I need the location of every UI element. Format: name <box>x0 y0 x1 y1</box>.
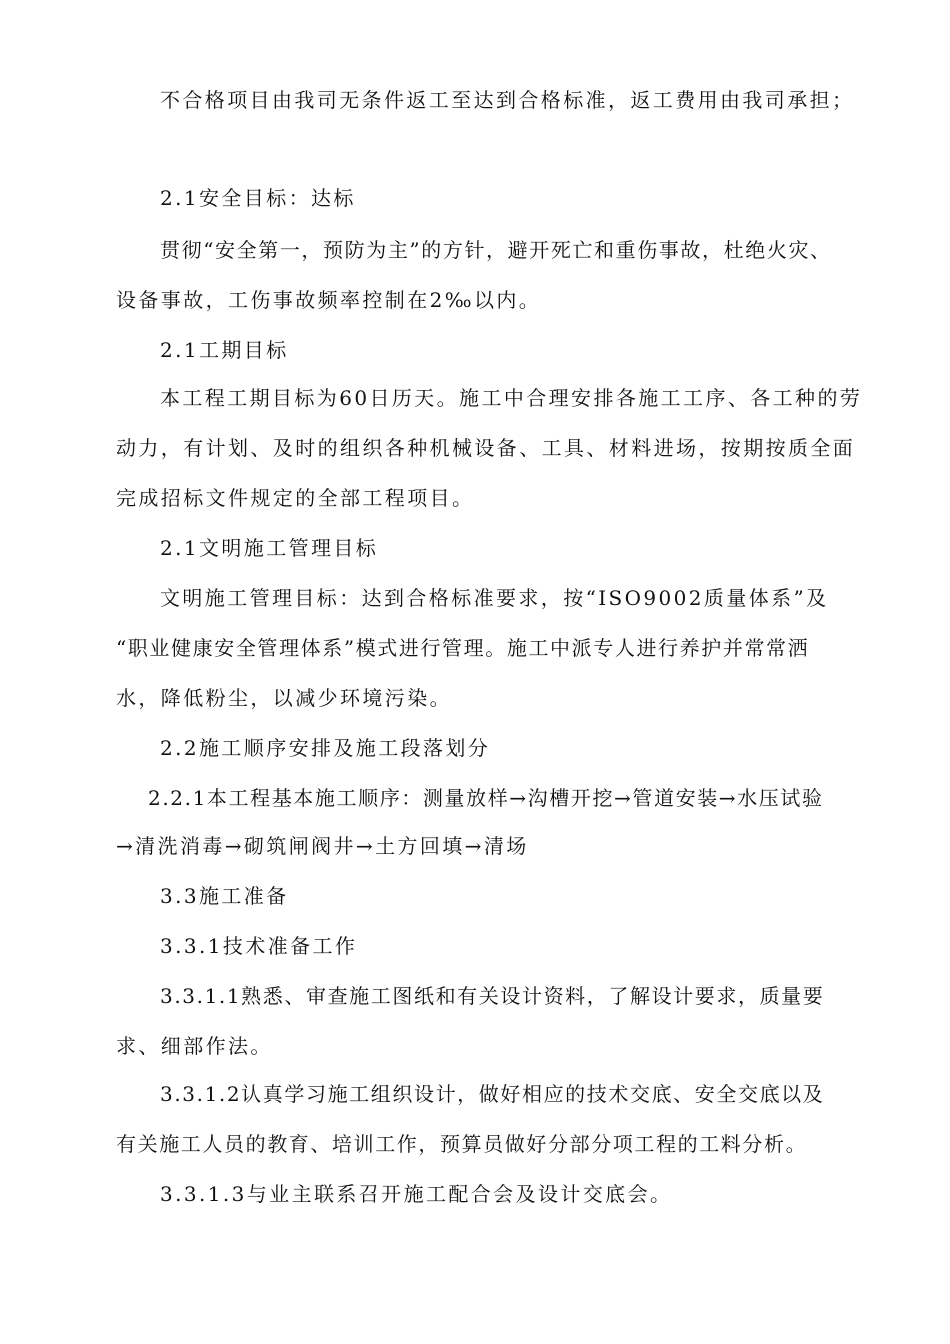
section-heading-construction-sequence: 2.2施工顺序安排及施工段落划分 <box>160 736 491 760</box>
paragraph-line: →清洗消毒→砌筑闸阀井→土方回填→清场 <box>116 834 529 858</box>
section-heading-technical-preparation: 3.3.1技术准备工作 <box>160 934 358 958</box>
section-heading-schedule-goal: 2.1工期目标 <box>160 338 289 362</box>
section-heading-civilized-construction-goal: 2.1文明施工管理目标 <box>160 536 379 560</box>
paragraph-line: 2.2.1本工程基本施工顺序：测量放样→沟槽开挖→管道安装→水压试验 <box>148 786 824 810</box>
paragraph-line: 3.3.1.2认真学习施工组织设计，做好相应的技术交底、安全交底以及 <box>160 1082 825 1106</box>
paragraph-line: 有关施工人员的教育、培训工作，预算员做好分部分项工程的工料分析。 <box>116 1132 808 1156</box>
paragraph-line: 贯彻“安全第一，预防为主”的方针，避开死亡和重伤事故，杜绝火灾、 <box>160 238 832 262</box>
paragraph-line: 设备事故，工伤事故频率控制在2‰以内。 <box>116 288 542 312</box>
paragraph-line: “职业健康安全管理体系”模式进行管理。施工中派专人进行养护并常常洒 <box>116 636 810 660</box>
paragraph-line: 水，降低粉尘，以减少环境污染。 <box>116 686 452 710</box>
paragraph-line: 不合格项目由我司无条件返工至达到合格标准，返工费用由我司承担； <box>160 88 855 112</box>
section-heading-safety-goal: 2.1安全目标：达标 <box>160 186 356 210</box>
paragraph-line: 文明施工管理目标：达到合格标准要求，按“ISO9002质量体系”及 <box>160 586 829 610</box>
paragraph-line: 3.3.1.3与业主联系召开施工配合会及设计交底会。 <box>160 1182 673 1206</box>
section-heading-construction-preparation: 3.3施工准备 <box>160 884 289 908</box>
paragraph-line: 3.3.1.1熟悉、审查施工图纸和有关设计资料，了解设计要求，质量要 <box>160 984 825 1008</box>
paragraph-line: 求、细部作法。 <box>116 1034 273 1058</box>
paragraph-line: 完成招标文件规定的全部工程项目。 <box>116 486 475 510</box>
paragraph-line: 本工程工期目标为60日历天。施工中合理安排各施工工序、各工种的劳 <box>160 386 863 410</box>
paragraph-line: 动力，有计划、及时的组织各种机械设备、工具、材料进场，按期按质全面 <box>116 436 856 460</box>
